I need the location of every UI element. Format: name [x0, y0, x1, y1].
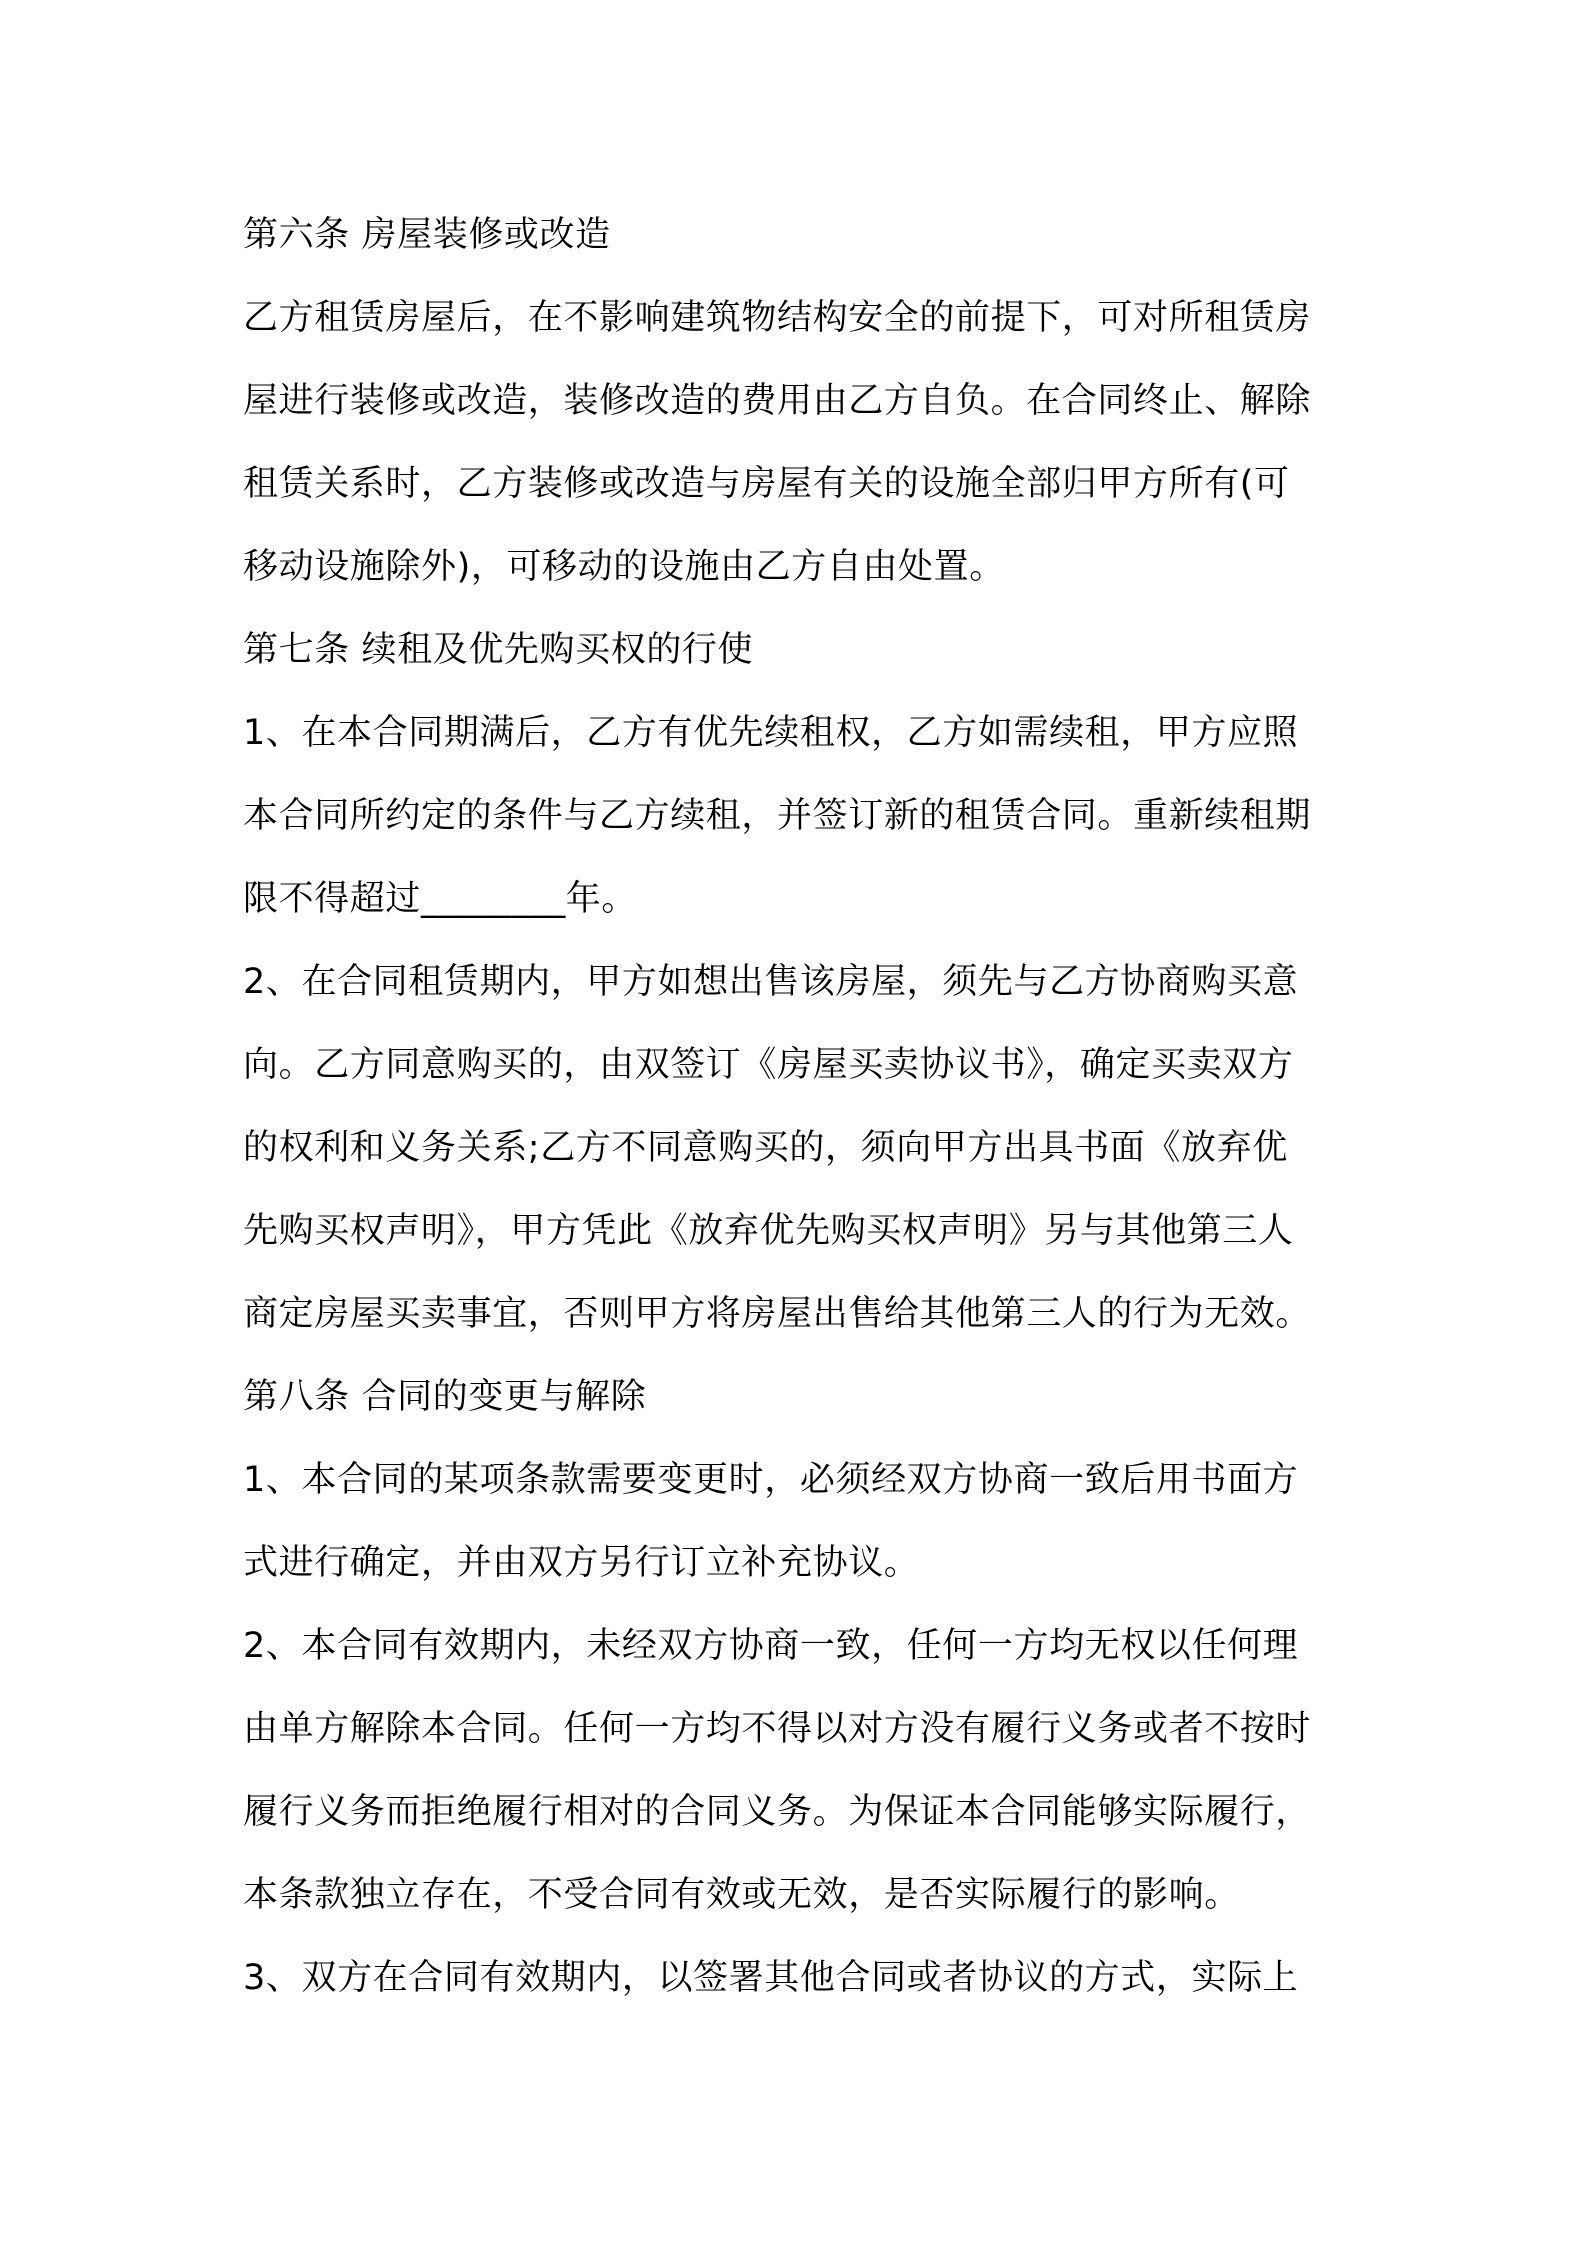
paragraph-line: 履行义务而拒绝履行相对的合同义务。为保证本合同能够实际履行， [243, 1792, 1312, 1832]
paragraph-line: 1、在本合同期满后，乙方有优先续租权，乙方如需续租，甲方应照 [243, 713, 1299, 753]
paragraph-line: 2、本合同有效期内，未经双方协商一致，任何一方均无权以任何理 [243, 1626, 1299, 1666]
paragraph-line: 乙方租赁房屋后，在不影响建筑物结构安全的前提下，可对所租赁房 [243, 298, 1312, 338]
paragraph-line: 屋进行装修或改造，装修改造的费用由乙方自负。在合同终止、解除 [243, 381, 1312, 421]
paragraph-line: 移动设施除外)，可移动的设施由乙方自由处置。 [243, 547, 1005, 587]
document-body [243, 194, 1363, 2020]
paragraph-line: 1、本合同的某项条款需要变更时，必须经双方协商一致后用书面方 [243, 1460, 1299, 1500]
paragraph-line: 3、双方在合同有效期内，以签署其他合同或者协议的方式，实际上 [243, 1958, 1299, 1998]
paragraph-line: 商定房屋买卖事宜，否则甲方将房屋出售给其他第三人的行为无效。 [243, 1294, 1312, 1334]
paragraph-line: 式进行确定，并由双方另行订立补充协议。 [243, 1543, 920, 1583]
paragraph-line: 2、在合同租赁期内，甲方如想出售该房屋，须先与乙方协商购买意 [243, 962, 1299, 1002]
paragraph-line: 本条款独立存在，不受合同有效或无效，是否实际履行的影响。 [243, 1875, 1240, 1915]
paragraph-line: 的权利和义务关系;乙方不同意购买的，须向甲方出具书面《放弃优 [243, 1128, 1288, 1168]
paragraph-line: 本合同所约定的条件与乙方续租，并签订新的租赁合同。重新续租期 [243, 796, 1312, 836]
paragraph-line: 限不得超过________年。 [243, 879, 638, 919]
article-6-heading: 第六条 房屋装修或改造 [243, 215, 611, 255]
paragraph-line: 由单方解除本合同。任何一方均不得以对方没有履行义务或者不按时 [243, 1709, 1312, 1749]
article-7-heading: 第七条 续租及优先购买权的行使 [243, 630, 754, 670]
paragraph-line: 租赁关系时，乙方装修或改造与房屋有关的设施全部归甲方所有(可 [243, 464, 1290, 504]
paragraph-line: 向。乙方同意购买的，由双签订《房屋买卖协议书》，确定买卖双方 [243, 1045, 1294, 1085]
article-8-heading: 第八条 合同的变更与解除 [243, 1377, 647, 1417]
paragraph-line: 先购买权声明》，甲方凭此《放弃优先购买权声明》另与其他第三人 [243, 1211, 1294, 1251]
